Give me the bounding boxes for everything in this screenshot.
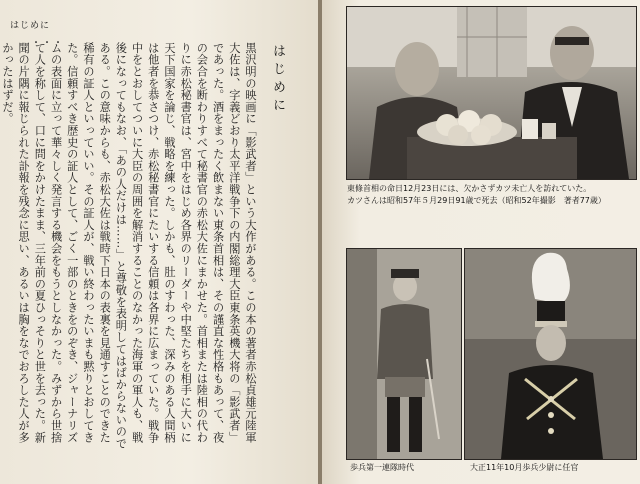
photo-second-lieutenant-image [465,249,636,459]
body-paragraph: 黒沢明の映画に「影武者」という大作がある。この本の著者赤松貞雄元陸軍大佐は、字義どおり太平洋戦争下の内閣総理大臣東条英機大将の「影武者」であった。酒をまったく飲まない東条首相は、その謹直な性格もあって、夜の会合を断わりすべて秘書官の赤松大佐にまかせた。首相または陸相の代わりに赤松秘書官は、宮中をはじめ各界のリーダーや中堅たちを相手に大いに天下国家を論じ、戦略を練った。しかも、肚のすわった、深みのある人間柄は他者を恭さつけ、赤松秘書官にたいする信頼は各界に広まっていた。戦争中をとおしてついに大臣の周囲を解消することのなかった海軍の軍人も、戦後になってもなお、「あの人だけは……」と尊敬を表明してはばからないのである。この意味からも、赤松大佐は戦時下日本の表裏を見通すことのできた稀有の証人といっていい。その証人が、戦い終わったいまも黙りとおしてきた。信頼すべき歴史の証人として、ごく一部のときをのぞき、ジャーナリズムの表面に立って華々しく発言する機会をもうとしなかった。みずから世捨て人を称して、口に問をかけたまま、三年前の夏ひっそりと世を去った。新聞の片隅に報じられた訃報を残念に思い、あるいは胸をなでおろした人が多かったはずだ。 [0,42,257,450]
photo-widow-caption-line1: 東條首相の命日12月23日には、欠かさずカツ未亡人を訪れていた。 [347,184,592,193]
left-page [0,0,318,484]
photo-widow-and-author-image [347,7,636,179]
body-text [0,42,258,450]
photo-widow-caption [347,183,606,207]
photo-second-lieutenant [464,248,637,460]
photo-widow-and-author [346,6,637,180]
running-header: はじめに [10,21,51,31]
photo-infantry-regiment-image [347,249,461,459]
photo-lieutenant-caption: 大正11年10月歩兵少尉に任官 [470,463,579,472]
right-page [322,0,640,484]
chapter-title: はじめに [270,44,285,116]
photo-infantry-regiment [346,248,462,460]
photo-widow-caption-line2: カツさんは昭和57年５月29日91歳で死去（昭和52年撮影 著者77歳） [347,196,606,205]
photo-infantry-caption: 歩兵第一連隊時代 [350,463,414,472]
page-ornament: ・・・ [31,38,64,49]
